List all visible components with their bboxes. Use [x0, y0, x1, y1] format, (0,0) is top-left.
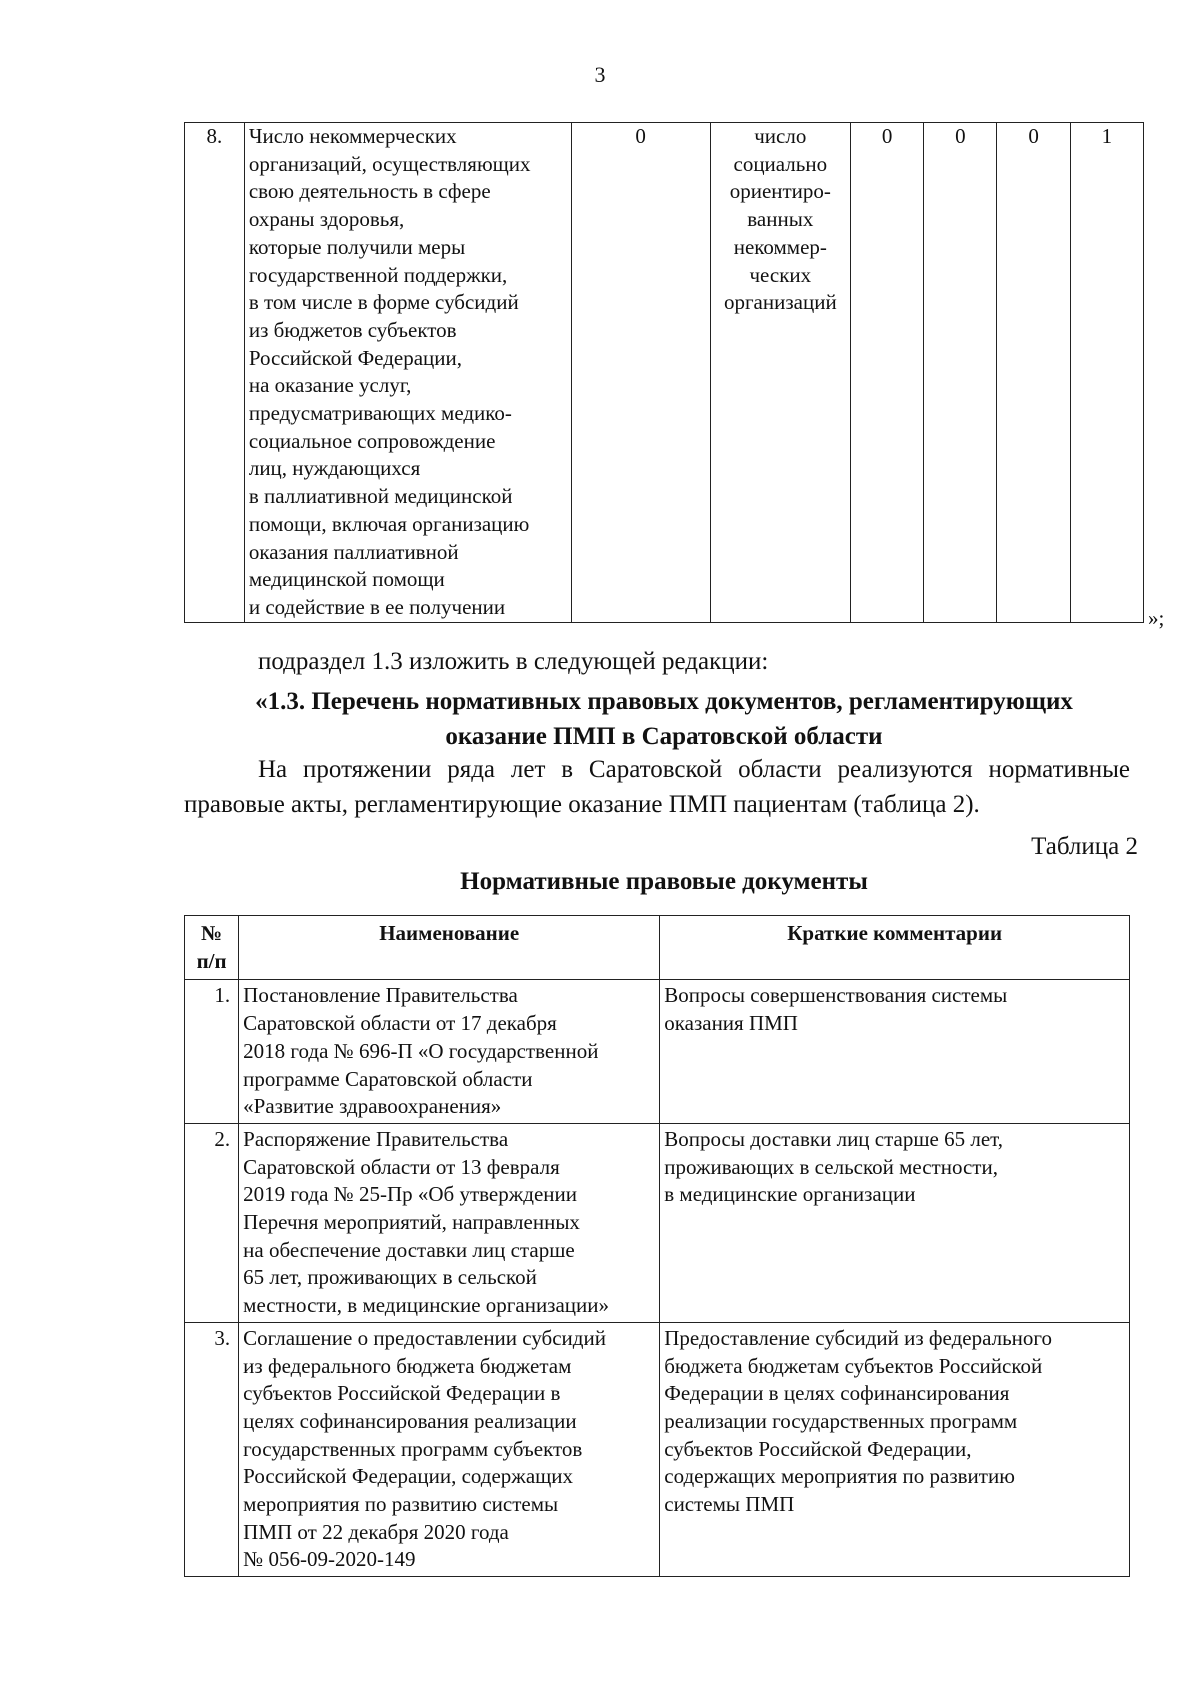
- text-line: медицинской помощи: [248, 567, 445, 592]
- text-line: «Развитие здравоохранения»: [243, 1094, 502, 1119]
- text-line: свою деятельность в сфере: [248, 179, 491, 204]
- text-line: оказания ПМП: [664, 1011, 798, 1036]
- text-line: Соглашение о предоставлении субсидий: [243, 1325, 606, 1350]
- text-line: 2019 года № 25-Пр «Об утверждении: [243, 1182, 577, 1207]
- text-line: из бюджетов субъектов: [248, 317, 457, 342]
- row-number: 2.: [185, 1123, 239, 1322]
- heading-line: оказание ПМП в Саратовской области: [445, 723, 883, 750]
- text-line: Предоставление субсидий из федерального: [664, 1325, 1052, 1350]
- text-line: лиц, нуждающихся: [248, 456, 421, 481]
- unit-of-measure: [710, 123, 850, 623]
- text-line: Саратовской области от 13 февраля: [243, 1154, 560, 1179]
- text-line: ориентиро-: [729, 179, 831, 204]
- text-line: 65 лет, проживающих в сельской: [243, 1265, 537, 1290]
- text-line: Вопросы совершенствования системы: [664, 983, 1008, 1008]
- text-line: субъектов Российской Федерации,: [664, 1436, 972, 1461]
- page-number: 3: [594, 62, 606, 87]
- text-line: которые получили меры: [248, 234, 466, 259]
- value-2: 0: [924, 123, 997, 623]
- indicator-name: [244, 123, 571, 623]
- header-num: [185, 916, 239, 980]
- text-line: Вопросы доставки лиц старше 65 лет,: [664, 1126, 1004, 1151]
- table-row: [185, 980, 1130, 1124]
- text-line: Распоряжение Правительства: [243, 1126, 509, 1151]
- section-heading: [184, 684, 1144, 754]
- text-line: число: [754, 124, 807, 148]
- text-line: государственной поддержки,: [248, 262, 508, 287]
- header-comment: Краткие комментарии: [660, 916, 1130, 980]
- document-comment: [660, 1322, 1130, 1576]
- text-line: государственных программ субъектов: [243, 1436, 583, 1461]
- document-name: [239, 1322, 660, 1576]
- text-line: Федерации в целях софинансирования: [664, 1381, 1010, 1406]
- text-line: Саратовской области от 17 декабря: [243, 1011, 557, 1036]
- text-line: социально: [733, 151, 828, 176]
- text-line: Постановление Правительства: [243, 983, 518, 1008]
- text-line: предусматривающих медико-: [248, 401, 512, 426]
- table-row: [185, 1322, 1130, 1576]
- text-line: реализации государственных программ: [664, 1408, 1018, 1433]
- value-4: 1: [1070, 123, 1143, 623]
- value-1: 0: [851, 123, 924, 623]
- text-line: оказания паллиативной: [248, 539, 459, 564]
- header-name: Наименование: [239, 916, 660, 980]
- text-line: бюджета бюджетам субъектов Российской: [664, 1353, 1043, 1378]
- document-comment: [660, 980, 1130, 1124]
- value-3: 0: [997, 123, 1070, 623]
- text-line: и содействие в ее получении: [248, 594, 506, 619]
- text-line: Российской Федерации,: [248, 345, 463, 370]
- text-line: целях софинансирования реализации: [243, 1408, 577, 1433]
- text-line: мероприятия по развитию системы: [243, 1492, 559, 1517]
- row-number: 1.: [185, 980, 239, 1124]
- table-row: [185, 1123, 1130, 1322]
- text-line: Российской Федерации, содержащих: [243, 1464, 574, 1489]
- text-line: организаций, осуществляющих: [248, 151, 531, 176]
- table-row: [185, 123, 1144, 623]
- text-line: ПМП от 22 декабря 2020 года: [243, 1519, 509, 1544]
- text-line: из федерального бюджета бюджетам: [243, 1353, 572, 1378]
- text-line: содержащих мероприятия по развитию: [664, 1464, 1015, 1489]
- text-line: помощи, включая организацию: [248, 511, 530, 536]
- text-line: ческих: [749, 262, 812, 287]
- paragraph-intro: подраздел 1.3 изложить в следующей редакции:: [258, 648, 769, 675]
- paragraph-body: На протяжении ряда лет в Саратовской области реализуются нормативные правовые акты, регламентирующие оказание ПМП пациентам (таблица 2).: [184, 756, 1130, 818]
- closing-quote: »;: [1148, 606, 1165, 630]
- documents-table: [184, 915, 1130, 1577]
- text-line: охраны здоровья,: [248, 207, 405, 232]
- text-line: Перечня мероприятий, направленных: [243, 1210, 580, 1235]
- text-line: субъектов Российской Федерации в: [243, 1381, 561, 1406]
- row-number: 8.: [185, 123, 245, 623]
- row-number: 3.: [185, 1322, 239, 1576]
- document-name: [239, 1123, 660, 1322]
- text-line: социальное сопровождение: [248, 428, 496, 453]
- text-line: в том числе в форме субсидий: [248, 290, 519, 315]
- table-header-row: [185, 916, 1130, 980]
- text-line: ванных: [747, 207, 814, 232]
- heading-line: «1.3. Перечень нормативных правовых документов, регламентирующих: [255, 688, 1073, 715]
- text-line: в медицинские организации: [664, 1182, 916, 1207]
- document-name: [239, 980, 660, 1124]
- text-line: программе Саратовской области: [243, 1066, 533, 1091]
- text-line: п/п: [196, 948, 227, 973]
- text-line: местности, в медицинские организации»: [243, 1293, 610, 1318]
- text-line: 2018 года № 696-П «О государственной: [243, 1038, 599, 1063]
- text-line: системы ПМП: [664, 1492, 795, 1517]
- text-line: на обеспечение доставки лиц старше: [243, 1237, 575, 1262]
- text-line: на оказание услуг,: [248, 373, 412, 398]
- table-title: Нормативные правовые документы: [460, 868, 868, 895]
- document-comment: [660, 1123, 1130, 1322]
- table-caption: Таблица 2: [1031, 833, 1138, 860]
- text-line: некоммер-: [733, 234, 827, 259]
- indicator-table: [184, 122, 1144, 623]
- text-line: в паллиативной медицинской: [248, 484, 513, 509]
- text-line: проживающих в сельской местности,: [664, 1154, 998, 1179]
- text-line: организаций: [723, 290, 837, 315]
- text-line: №: [201, 921, 223, 945]
- text-line: № 056-09-2020-149: [243, 1547, 416, 1572]
- text-line: Число некоммерческих: [248, 124, 457, 148]
- base-value: 0: [571, 123, 710, 623]
